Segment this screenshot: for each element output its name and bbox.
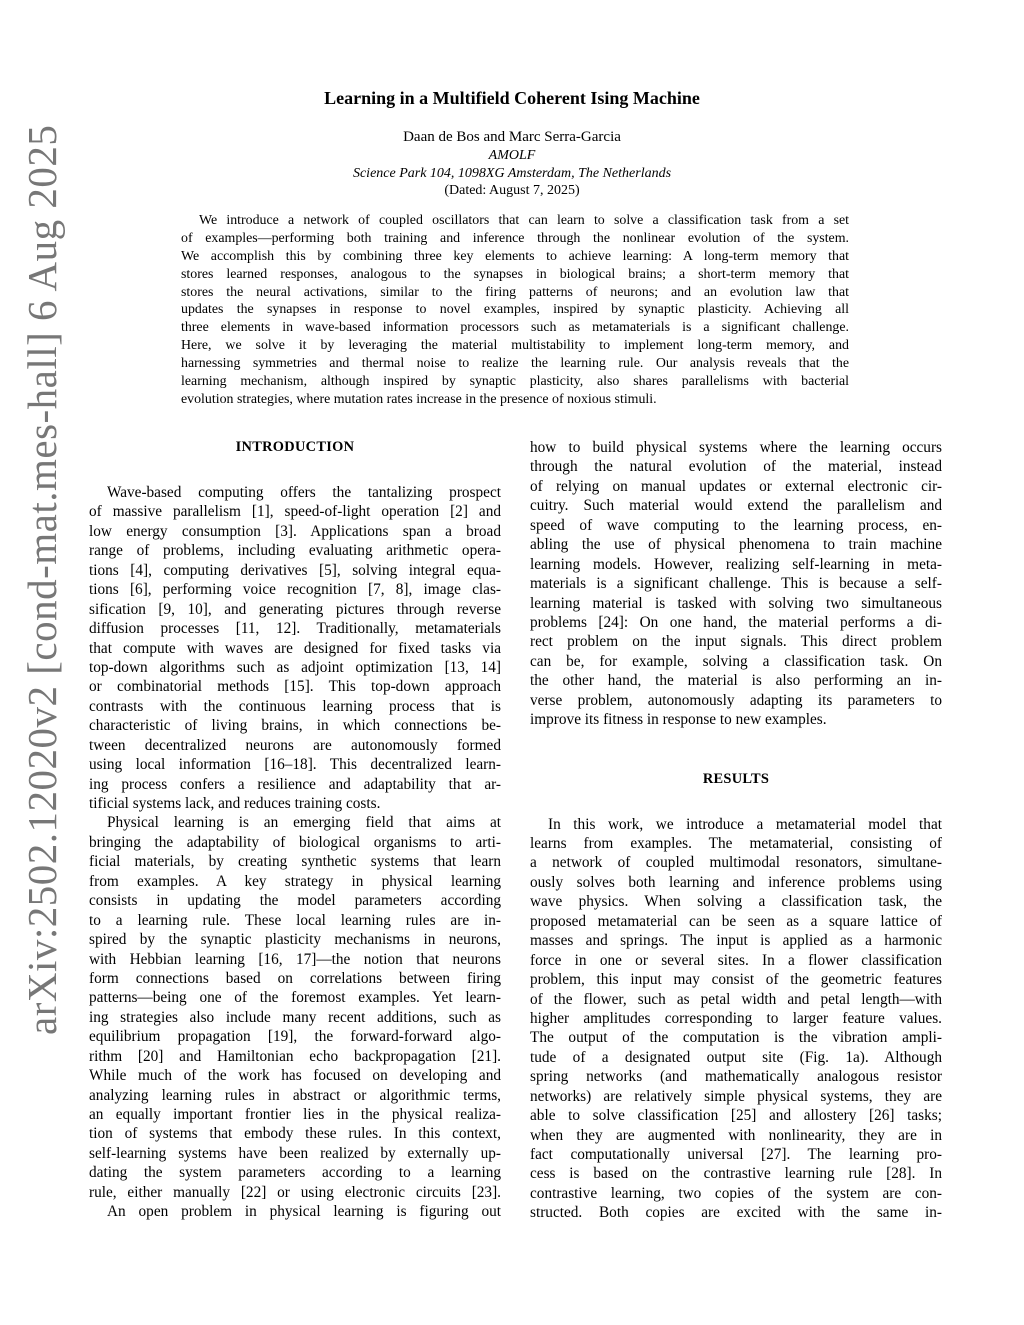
text-line: networks) are relatively simple physical systems, they are: [530, 1087, 942, 1105]
results-paragraph-1: [530, 815, 942, 1223]
text-line: of massive parallelism [1], speed-of-light operation [2] and: [89, 503, 501, 521]
text-line: characteristic of living brains, in which connections be-: [89, 717, 501, 735]
text-line: Wave-based computing offers the tantalizing prospect: [107, 484, 501, 501]
text-line: improve its fitness in response to new examples.: [530, 711, 827, 729]
text-line: proposed metamaterial can be seen as a square lattice of: [530, 912, 942, 930]
text-line: self-learning systems have been realized by externally up-: [89, 1144, 501, 1162]
arxiv-identifier: arXiv:2502.12020v2 [cond-mat.mes-hall] 6 Aug 2025: [19, 124, 65, 1035]
text-line: masses and springs. The input is applied as a harmonic: [530, 932, 942, 950]
text-line: rule, either manually [22] or using electronic circuits [23].: [89, 1183, 501, 1201]
text-line: cess is based on the contrastive learning rule [28]. In: [530, 1165, 942, 1183]
text-line: from examples. A key strategy in physical learning: [89, 872, 501, 890]
text-line: harnessing symmetries and thermal noise to realize the learning rule. Our analysis reveals that the: [181, 356, 849, 372]
text-line: The output of the computation is the vibration ampli-: [530, 1029, 942, 1047]
text-line: three elements in wave-based information processors such as metamaterials is a significant challenge.: [181, 320, 849, 336]
text-line: of examples—performing both training and inference through the nonlinear evolution of the system.: [181, 230, 849, 246]
text-line: learning material is tasked with solving two simultaneous: [530, 594, 942, 612]
text-line: rithm [20] and Hamiltonian echo backpropagation [21].: [89, 1047, 501, 1065]
text-line: diffusion processes [11, 12]. Traditionally, metamaterials: [89, 620, 501, 638]
text-line: spring networks (and mathematically analogous resistor: [530, 1068, 942, 1086]
text-line: Physical learning is an emerging field that aims at: [107, 814, 501, 832]
text-line: using local information [16–18]. This decentralized learn-: [89, 756, 501, 774]
text-line: tween decentralized neurons are autonomously formed: [89, 736, 501, 754]
text-line: with Hebbian learning [16, 17]—the notion that neurons: [89, 950, 501, 968]
address: Science Park 104, 1098XG Amsterdam, The Netherlands: [352, 166, 672, 181]
text-line: range of problems, including evaluating arithmetic opera-: [89, 542, 501, 560]
text-line: learning mechanism, although inspired by synaptic plasticity, also shares parallelisms with bacterial: [181, 374, 849, 390]
text-line: materials is a significant challenge. This is because a self-: [530, 575, 942, 593]
text-line: a network of coupled multimodal resonators, simultane-: [530, 854, 942, 872]
text-line: We accomplish this by combining three key elements to achieve learning: A long-term memory that: [181, 248, 849, 264]
text-line: able to solve classification [25] and allostery [26] tasks;: [530, 1107, 942, 1125]
text-line: We introduce a network of coupled oscillators that can learn to solve a classification task from a set: [199, 213, 849, 228]
affiliation: AMOLF: [488, 148, 536, 163]
text-line: stores learned responses, analogous to the synapses in biological brains; a short-term memory that: [181, 266, 849, 282]
text-line: spired by the synaptic plasticity mechanisms in neurons,: [89, 931, 501, 949]
text-line: higher amplitudes corresponding to larger feature values.: [530, 1009, 942, 1027]
text-line: abling the use of physical phenomena to train machine: [530, 536, 942, 554]
text-line: through the natural evolution of the material, instead: [530, 458, 942, 476]
text-line: tions [4], computing derivatives [5], solving integral equa-: [89, 561, 501, 579]
text-line: bringing the adaptability of biological organisms to arti-: [89, 833, 501, 851]
date-line: (Dated: August 7, 2025): [444, 183, 580, 198]
text-line: the other hand, the material is also performing an in-: [530, 672, 942, 690]
paper-title: Learning in a Multifield Coherent Ising Machine: [324, 88, 700, 108]
text-line: an equally important frontier lies in the physical realiza-: [89, 1106, 501, 1123]
text-line: when they are augmented with nonlinearity, they are in: [530, 1126, 942, 1144]
text-line: can be, for example, solving a classification task. On: [530, 652, 942, 670]
text-line: fact computationally universal [27]. The learning pro-: [530, 1146, 942, 1163]
text-line: updates the synapses in response to novel examples, inspired by synaptic plasticity. Achieving all: [181, 302, 849, 318]
text-line: While much of the work has focused on developing and: [89, 1067, 501, 1085]
text-line: learns from examples. The metamaterial, consisting of: [530, 835, 942, 852]
text-line: of the flower, such as petal width and petal length—with: [530, 990, 942, 1008]
text-line: tions [6], performing voice recognition [7, 8], image clas-: [89, 581, 501, 599]
intro-paragraph-2: [89, 813, 501, 1202]
text-line: that compute with waves are designed for fixed tasks via: [89, 639, 501, 657]
text-line: ficial materials, by creating synthetic systems that learn: [89, 853, 501, 871]
text-line: low energy consumption [3]. Applications span a broad: [89, 522, 501, 540]
text-line: equilibrium propagation [19], the forward-forward algo-: [89, 1028, 501, 1046]
text-line: top-down algorithms such as adjoint optimization [13, 14]: [89, 658, 501, 676]
text-line: how to build physical systems where the learning occurs: [530, 439, 942, 456]
text-line: force in one or several sites. In a flower classification: [530, 951, 942, 969]
text-line: contrastive learning, two copies of the system are con-: [530, 1184, 942, 1202]
intro-paragraph-3: [89, 1202, 501, 1221]
text-line: rect problem on the input signals. This direct problem: [530, 633, 942, 651]
text-line: or combinatorial methods [15]. This top-down approach: [89, 678, 501, 696]
text-line: consists in updating the model parameters according: [89, 892, 501, 910]
abstract: [181, 212, 849, 409]
text-line: In this work, we introduce a metamaterial model that: [548, 815, 942, 833]
text-line: form connections based on correlations between firing: [89, 969, 501, 987]
text-line: of relying on manual updates or external electronic cir-: [530, 477, 942, 495]
intro-paragraph-4: [530, 438, 942, 730]
text-line: tion of systems that embody these rules. In this context,: [89, 1125, 501, 1143]
text-line: ously solves both learning and inference problems using: [530, 873, 942, 891]
text-line: problem, this input may consist of the geometric features: [530, 971, 942, 989]
text-line: stores the neural activations, similar to the firing patterns of neurons; and an evolution law that: [181, 284, 849, 300]
text-line: verse problem, autonomously adapting its parameters to: [530, 691, 942, 709]
text-line: dating the system parameters according to a learning: [89, 1164, 501, 1182]
text-line: ing process confers a resilience and adaptability that ar-: [89, 775, 501, 793]
text-line: structed. Both copies are excited with the same in-: [530, 1204, 942, 1222]
text-line: wave physics. When solving a classification task, the: [530, 893, 942, 911]
text-line: problems [24]: On one hand, the material performs a di-: [530, 613, 942, 631]
right-column: [530, 438, 942, 1223]
text-line: An open problem in physical learning is figuring out: [107, 1203, 501, 1221]
text-line: evolution strategies, where mutation rates increase in the presence of noxious stimuli.: [181, 391, 657, 407]
intro-paragraph-1: [89, 483, 501, 813]
text-line: tificial systems lack, and reduces training costs.: [89, 795, 381, 812]
left-column: [89, 438, 501, 1222]
text-line: tude of a designated output site (Fig. 1a). Although: [530, 1048, 942, 1066]
text-line: sification [9, 10], and generating pictures through reverse: [89, 600, 501, 618]
text-line: ing strategies also include many recent additions, such as: [89, 1008, 501, 1026]
text-line: patterns—being one of the foremost examples. Yet learn-: [89, 989, 501, 1007]
text-line: contrasts with the continuous learning process that is: [89, 697, 501, 715]
text-line: cuitry. Such material would extend the parallelism and: [530, 497, 942, 515]
authors: Daan de Bos and Marc Serra-Garcia: [403, 129, 621, 145]
text-line: to a learning rule. These local learning rules are in-: [89, 911, 501, 929]
text-line: speed of wave computing to the learning process, en-: [530, 516, 942, 534]
text-line: Here, we solve it by leveraging the material multistability to implement long-term memory, and: [181, 338, 849, 354]
text-line: learning models. However, realizing self-learning in meta-: [530, 555, 942, 573]
text-line: analyzing learning rules in abstract or algorithmic terms,: [89, 1086, 501, 1104]
introduction-heading: INTRODUCTION: [235, 439, 355, 455]
results-heading: RESULTS: [702, 770, 770, 787]
